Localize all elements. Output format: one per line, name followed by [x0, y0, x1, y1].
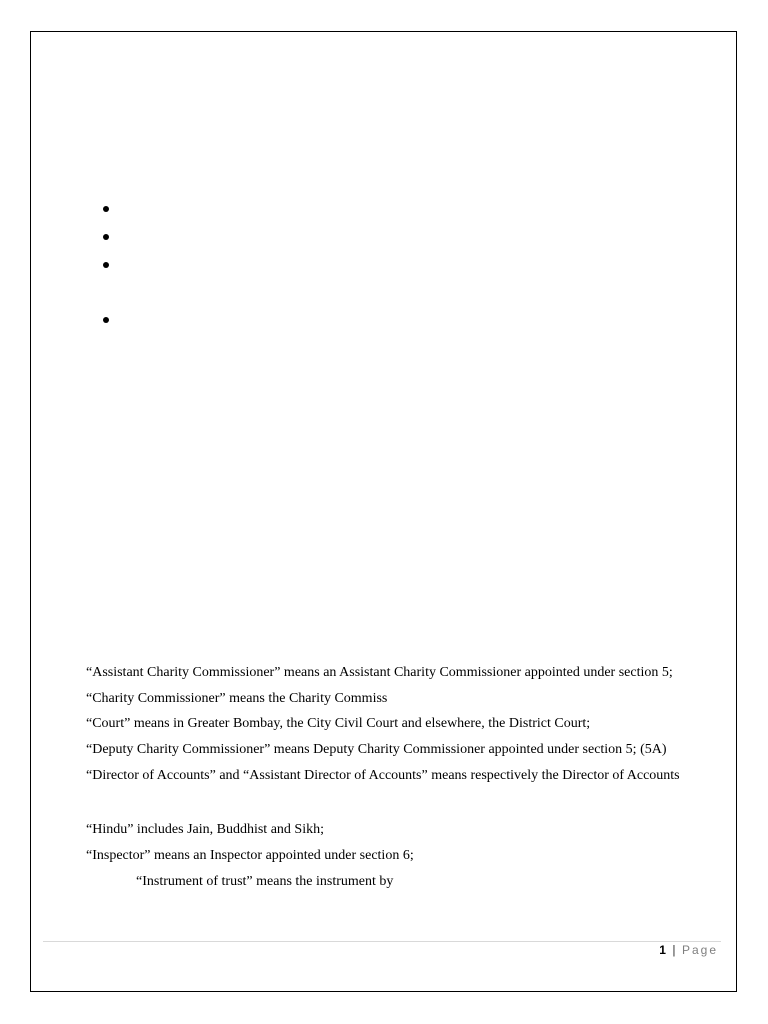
page-footer	[659, 943, 718, 957]
definition-charity-commissioner: “Charity Commissioner” means the Charity Commiss	[86, 691, 388, 706]
bullet-point	[103, 262, 109, 268]
bullet-point	[103, 317, 109, 323]
document-page	[30, 31, 737, 992]
page-number: 1	[659, 943, 666, 957]
definition-inspector: “Inspector” means an Inspector appointed under section 6;	[86, 848, 414, 863]
definition-director-of-accounts: “Director of Accounts” and “Assistant Director of Accounts” means respectively the Director of Accounts	[86, 768, 680, 783]
page-label: Page	[681, 943, 718, 957]
definition-assistant-charity-commissioner: “Assistant Charity Commissioner” means an Assistant Charity Commissioner appointed under section 5;	[86, 665, 673, 680]
bullet-point	[103, 234, 109, 240]
definition-instrument-of-trust: “Instrument of trust” means the instrument by	[136, 874, 394, 889]
definition-deputy-charity-commissioner: “Deputy Charity Commissioner” means Deputy Charity Commissioner appointed under section 5; (5A)	[86, 742, 667, 757]
definition-court: “Court” means in Greater Bombay, the City Civil Court and elsewhere, the District Court;	[86, 716, 591, 731]
footer-separator: |	[672, 943, 676, 957]
bullet-point	[103, 206, 109, 212]
definition-hindu: “Hindu” includes Jain, Buddhist and Sikh;	[86, 822, 324, 837]
footer-divider	[43, 941, 721, 942]
